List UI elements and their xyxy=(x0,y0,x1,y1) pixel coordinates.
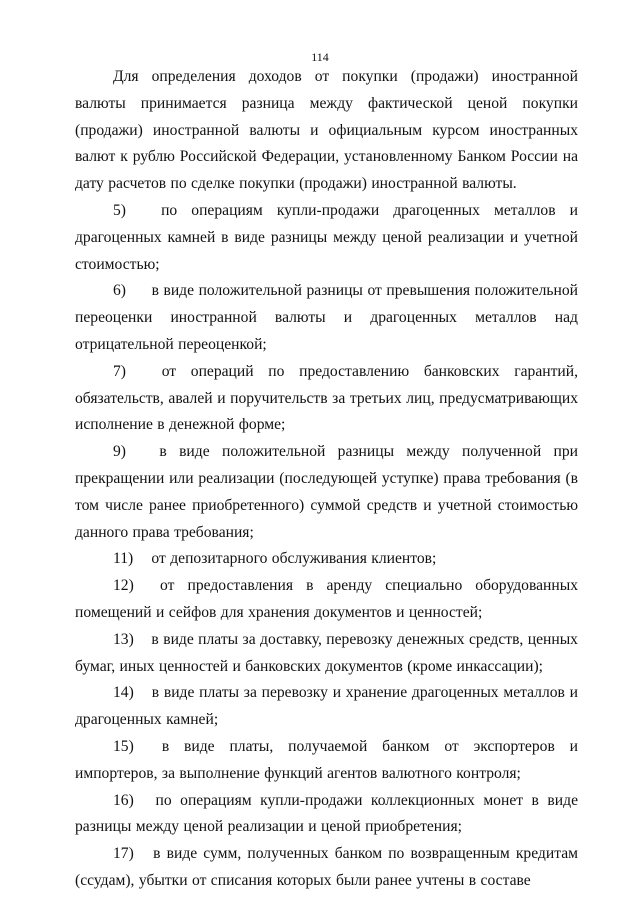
list-item-text: в виде сумм, полученных банком по возвращенным кредитам (ссудам), убытки от списания которых были ранее учтены в составе xyxy=(75,845,578,889)
list-item-9 xyxy=(75,439,578,546)
list-item-text: по операциям купли-продажи коллекционных монет в виде разницы между ценой реализации и ценой приобретения; xyxy=(75,791,578,836)
list-item-number: 5) xyxy=(113,201,126,219)
list-item-17 xyxy=(75,841,578,895)
list-item-5 xyxy=(75,198,578,278)
list-item-14 xyxy=(75,680,578,734)
list-item-number: 7) xyxy=(113,362,126,380)
list-item-text: в виде платы за перевозку и хранение драгоценных металлов и драгоценных камней; xyxy=(75,684,578,729)
list-item-number: 13) xyxy=(113,630,134,648)
list-item-number: 17) xyxy=(113,845,134,863)
list-item-13 xyxy=(75,627,578,681)
document-body xyxy=(75,64,578,895)
list-item-text: от предоставления в аренду специально оборудованных помещений и сейфов для хранения документов и ценностей; xyxy=(75,577,578,621)
list-item-number: 14) xyxy=(113,684,134,702)
list-item-text: в виде платы за доставку, перевозку денежных средств, ценных бумаг, иных ценностей и банковских документов (кроме инкассации); xyxy=(75,630,578,675)
list-item-number: 12) xyxy=(113,577,134,595)
list-item-number: 16) xyxy=(113,791,134,809)
list-item-text: от операций по предоставлению банковских гарантий, обязательств, авалей и поручительств за третьих лиц, предусматривающих исполнение в денежной форме; xyxy=(75,362,578,434)
page-number: 114 xyxy=(311,50,329,64)
list-item-text: по операциям купли-продажи драгоценных металлов и драгоценных камней в виде разницы между ценой реализации и учетной стоимостью; xyxy=(75,201,578,273)
list-item-text: в виде платы, получаемой банком от экспортеров и импортеров, за выполнение функций агентов валютного контроля; xyxy=(75,737,578,782)
list-item-6 xyxy=(75,278,578,358)
list-item-number: 9) xyxy=(113,443,126,461)
list-item-number: 6) xyxy=(113,282,126,300)
list-item-12 xyxy=(75,573,578,627)
list-item-11 xyxy=(75,546,578,573)
paragraph-text: Для определения доходов от покупки (продажи) иностранной валюты принимается разница между фактической ценой покупки (продажи) иностранной валюты и официальным курсом иностранных валют к рублю Российской Федерации, установленному Банком России на дату расчетов по сделке покупки (продажи) иностранной валюты. xyxy=(75,68,578,193)
list-item-text: в виде положительной разницы от превышения положительной переоценки иностранной валюты и драгоценных металлов над отрицательной переоценкой; xyxy=(75,282,579,353)
list-item-text: от депозитарного обслуживания клиентов; xyxy=(151,550,437,568)
list-item-7 xyxy=(75,359,578,439)
list-item-16 xyxy=(75,788,578,842)
list-item-number: 11) xyxy=(113,550,134,568)
list-item-text: в виде положительной разницы между полученной при прекращении или реализации (последующей уступке) права требования (в том числе ранее приобретенного) суммой средств и учетной стоимостью данного права требования; xyxy=(75,443,578,541)
list-item-15 xyxy=(75,734,578,788)
paragraph-intro xyxy=(75,64,578,198)
list-item-number: 15) xyxy=(113,737,134,755)
